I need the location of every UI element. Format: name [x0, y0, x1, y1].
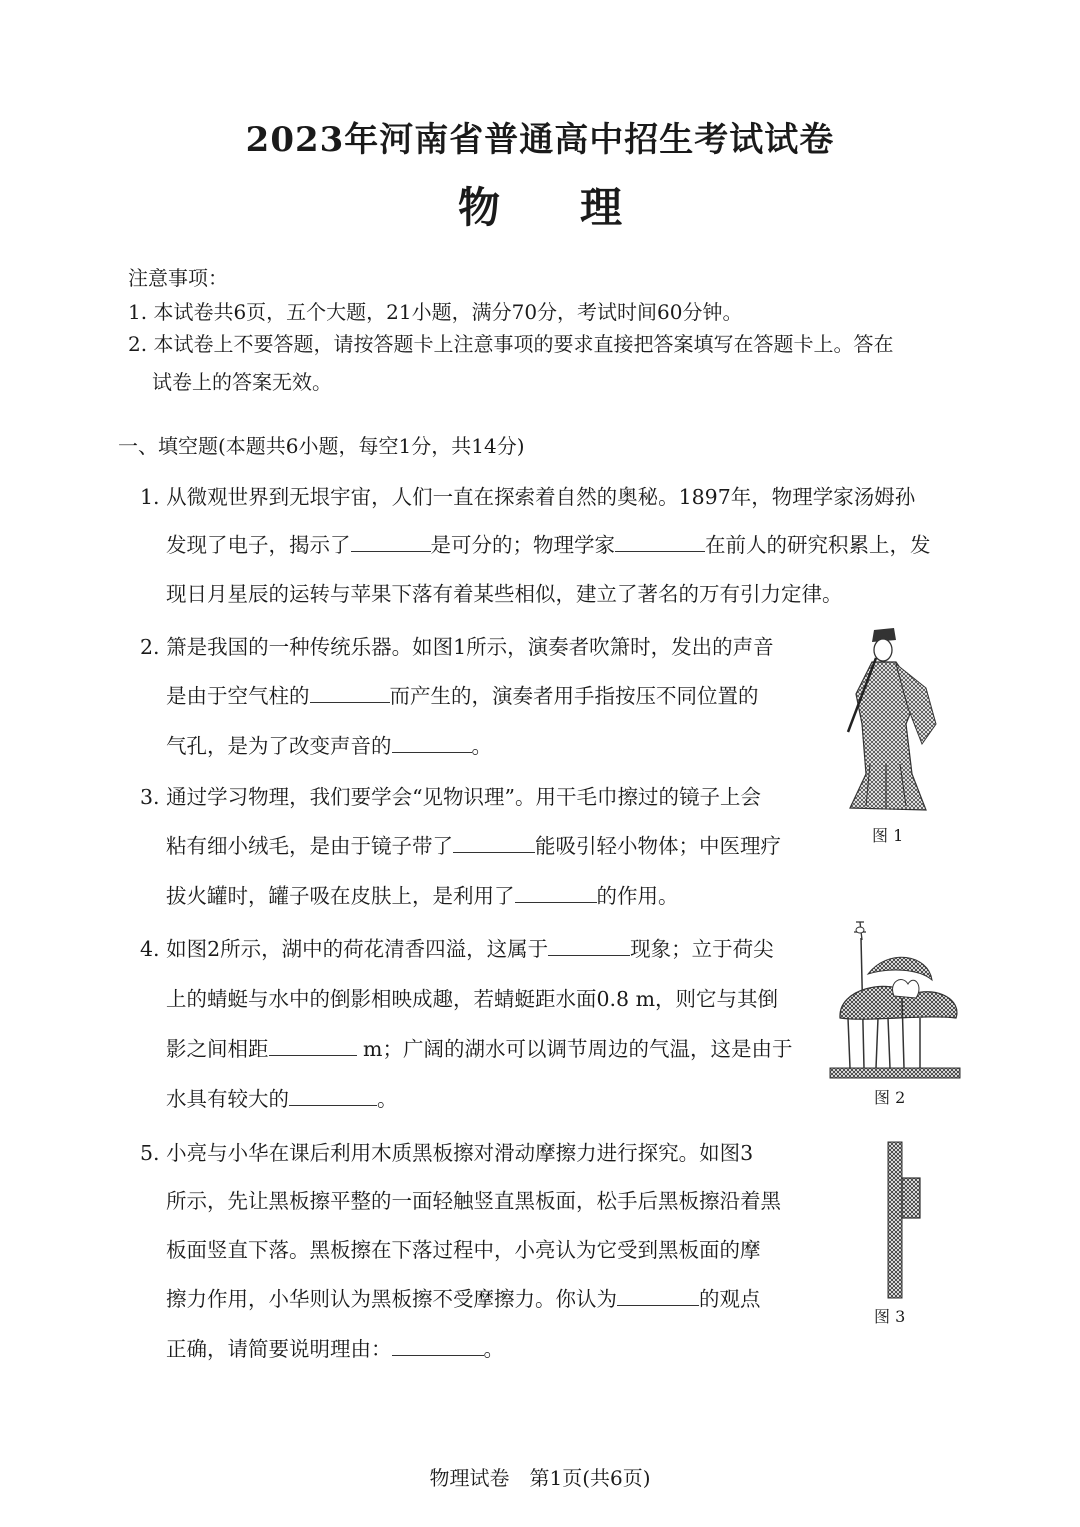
- q5-text-b: 的观点: [699, 1287, 761, 1311]
- q4-line4: [166, 1082, 398, 1112]
- q3-text-c: 拔火罐时，罐子吸在皮肤上，是利用了: [166, 884, 515, 908]
- q5-text-a: 擦力作用，小华则认为黑板擦不受摩擦力。你认为: [166, 1287, 617, 1311]
- page-footer: 物理试卷 第1页(共6页): [429, 1466, 651, 1490]
- answer-blank: [615, 550, 705, 552]
- q2-line3: [166, 729, 492, 759]
- q4-text-d: m；广阔的湖水可以调节周边的气温，这是由于: [363, 1037, 793, 1061]
- answer-blank: [515, 901, 597, 903]
- notice-item-1: 1. 本试卷共6页，五个大题，21小题，满分70分，考试时间60分钟。: [128, 300, 743, 324]
- figure-2-label: 图 2: [874, 1088, 906, 1107]
- q1-line1: 1. 从微观世界到无垠宇宙，人们一直在探索着自然的奥秘。1897年，物理学家汤姆孙: [140, 485, 916, 509]
- q4-text-f: 。: [377, 1087, 398, 1111]
- figure-1-xiao-player: [826, 624, 950, 814]
- answer-blank: [392, 751, 472, 753]
- q4-text-b: 现象；立于荷尖: [630, 937, 774, 961]
- q3-line3: [166, 879, 679, 909]
- q4-text-e: 水具有较大的: [166, 1087, 289, 1111]
- q4-line2: 上的蜻蜓与水中的倒影相映成趣，若蜻蜓距水面0.8 m，则它与其倒: [166, 987, 779, 1011]
- q2-text-a: 是由于空气柱的: [166, 684, 310, 708]
- notice-item-2: 2. 本试卷上不要答题，请按答题卡上注意事项的要求直接把答案填写在答题卡上。答在: [128, 332, 894, 356]
- answer-blank: [269, 1054, 357, 1056]
- q5-text-d: 。: [483, 1337, 504, 1361]
- q2-line2: [166, 679, 759, 709]
- q5-text-c: 正确，请简要说明理由：: [166, 1337, 392, 1361]
- section-heading: 一、填空题(本题共6小题，每空1分，共14分): [118, 434, 525, 458]
- notice-heading: 注意事项：: [128, 266, 228, 290]
- q4-line1: [140, 932, 774, 962]
- answer-blank: [548, 954, 630, 956]
- q2-text-d: 。: [471, 734, 492, 758]
- q5-line4: [166, 1282, 761, 1312]
- q3-text-b: 能吸引轻小物体；中医理疗: [535, 834, 781, 858]
- figure-3-eraser: [880, 1140, 930, 1300]
- q2-line1: 2. 箫是我国的一种传统乐器。如图1所示，演奏者吹箫时，发出的声音: [140, 635, 774, 659]
- answer-blank: [310, 701, 390, 703]
- q4-line3: [166, 1032, 792, 1062]
- figure-3-label: 图 3: [874, 1307, 906, 1326]
- q3-line2: [166, 829, 781, 859]
- q1-line3: 现日月星辰的运转与苹果下落有着某些相似，建立了著名的万有引力定律。: [166, 582, 843, 606]
- q3-text-a: 粘有细小绒毛，是由于镜子带了: [166, 834, 453, 858]
- q1-text-c: 在前人的研究积累上，发: [705, 533, 931, 557]
- answer-blank: [617, 1304, 699, 1306]
- q1-text-a: 发现了电子，揭示了: [166, 533, 351, 557]
- figure-2-lotus: [828, 918, 962, 1080]
- answer-blank: [351, 550, 431, 552]
- q1-text-b: 是可分的；物理学家: [430, 533, 615, 557]
- q3-text-d: 的作用。: [596, 884, 679, 908]
- q4-text-c: 影之间相距: [166, 1037, 269, 1061]
- figure-1-label: 图 1: [872, 826, 904, 845]
- answer-blank: [289, 1104, 377, 1106]
- answer-blank: [453, 851, 535, 853]
- q5-line2: 所示，先让黑板擦平整的一面轻触竖直黑板面，松手后黑板擦沿着黑: [166, 1189, 781, 1213]
- q3-line1: 3. 通过学习物理，我们要学会“见物识理”。用干毛巾擦过的镜子上会: [140, 785, 762, 809]
- q5-line5: [166, 1332, 504, 1362]
- q1-line2: [166, 528, 931, 558]
- q2-text-c: 气孔，是为了改变声音的: [166, 734, 392, 758]
- q5-line3: 板面竖直下落。黑板擦在下落过程中，小亮认为它受到黑板面的摩: [166, 1238, 761, 1262]
- q4-text-a: 4. 如图2所示，湖中的荷花清香四溢，这属于: [140, 937, 549, 961]
- answer-blank: [392, 1354, 484, 1356]
- q2-text-b: 而产生的，演奏者用手指按压不同位置的: [389, 684, 759, 708]
- exam-title: 2023年河南省普通高中招生考试试卷: [245, 120, 835, 160]
- notice-item-2-cont: 试卷上的答案无效。: [152, 370, 332, 394]
- subject-title: 物理: [457, 183, 702, 232]
- q5-line1: 5. 小亮与小华在课后利用木质黑板擦对滑动摩擦力进行探究。如图3: [140, 1141, 754, 1165]
